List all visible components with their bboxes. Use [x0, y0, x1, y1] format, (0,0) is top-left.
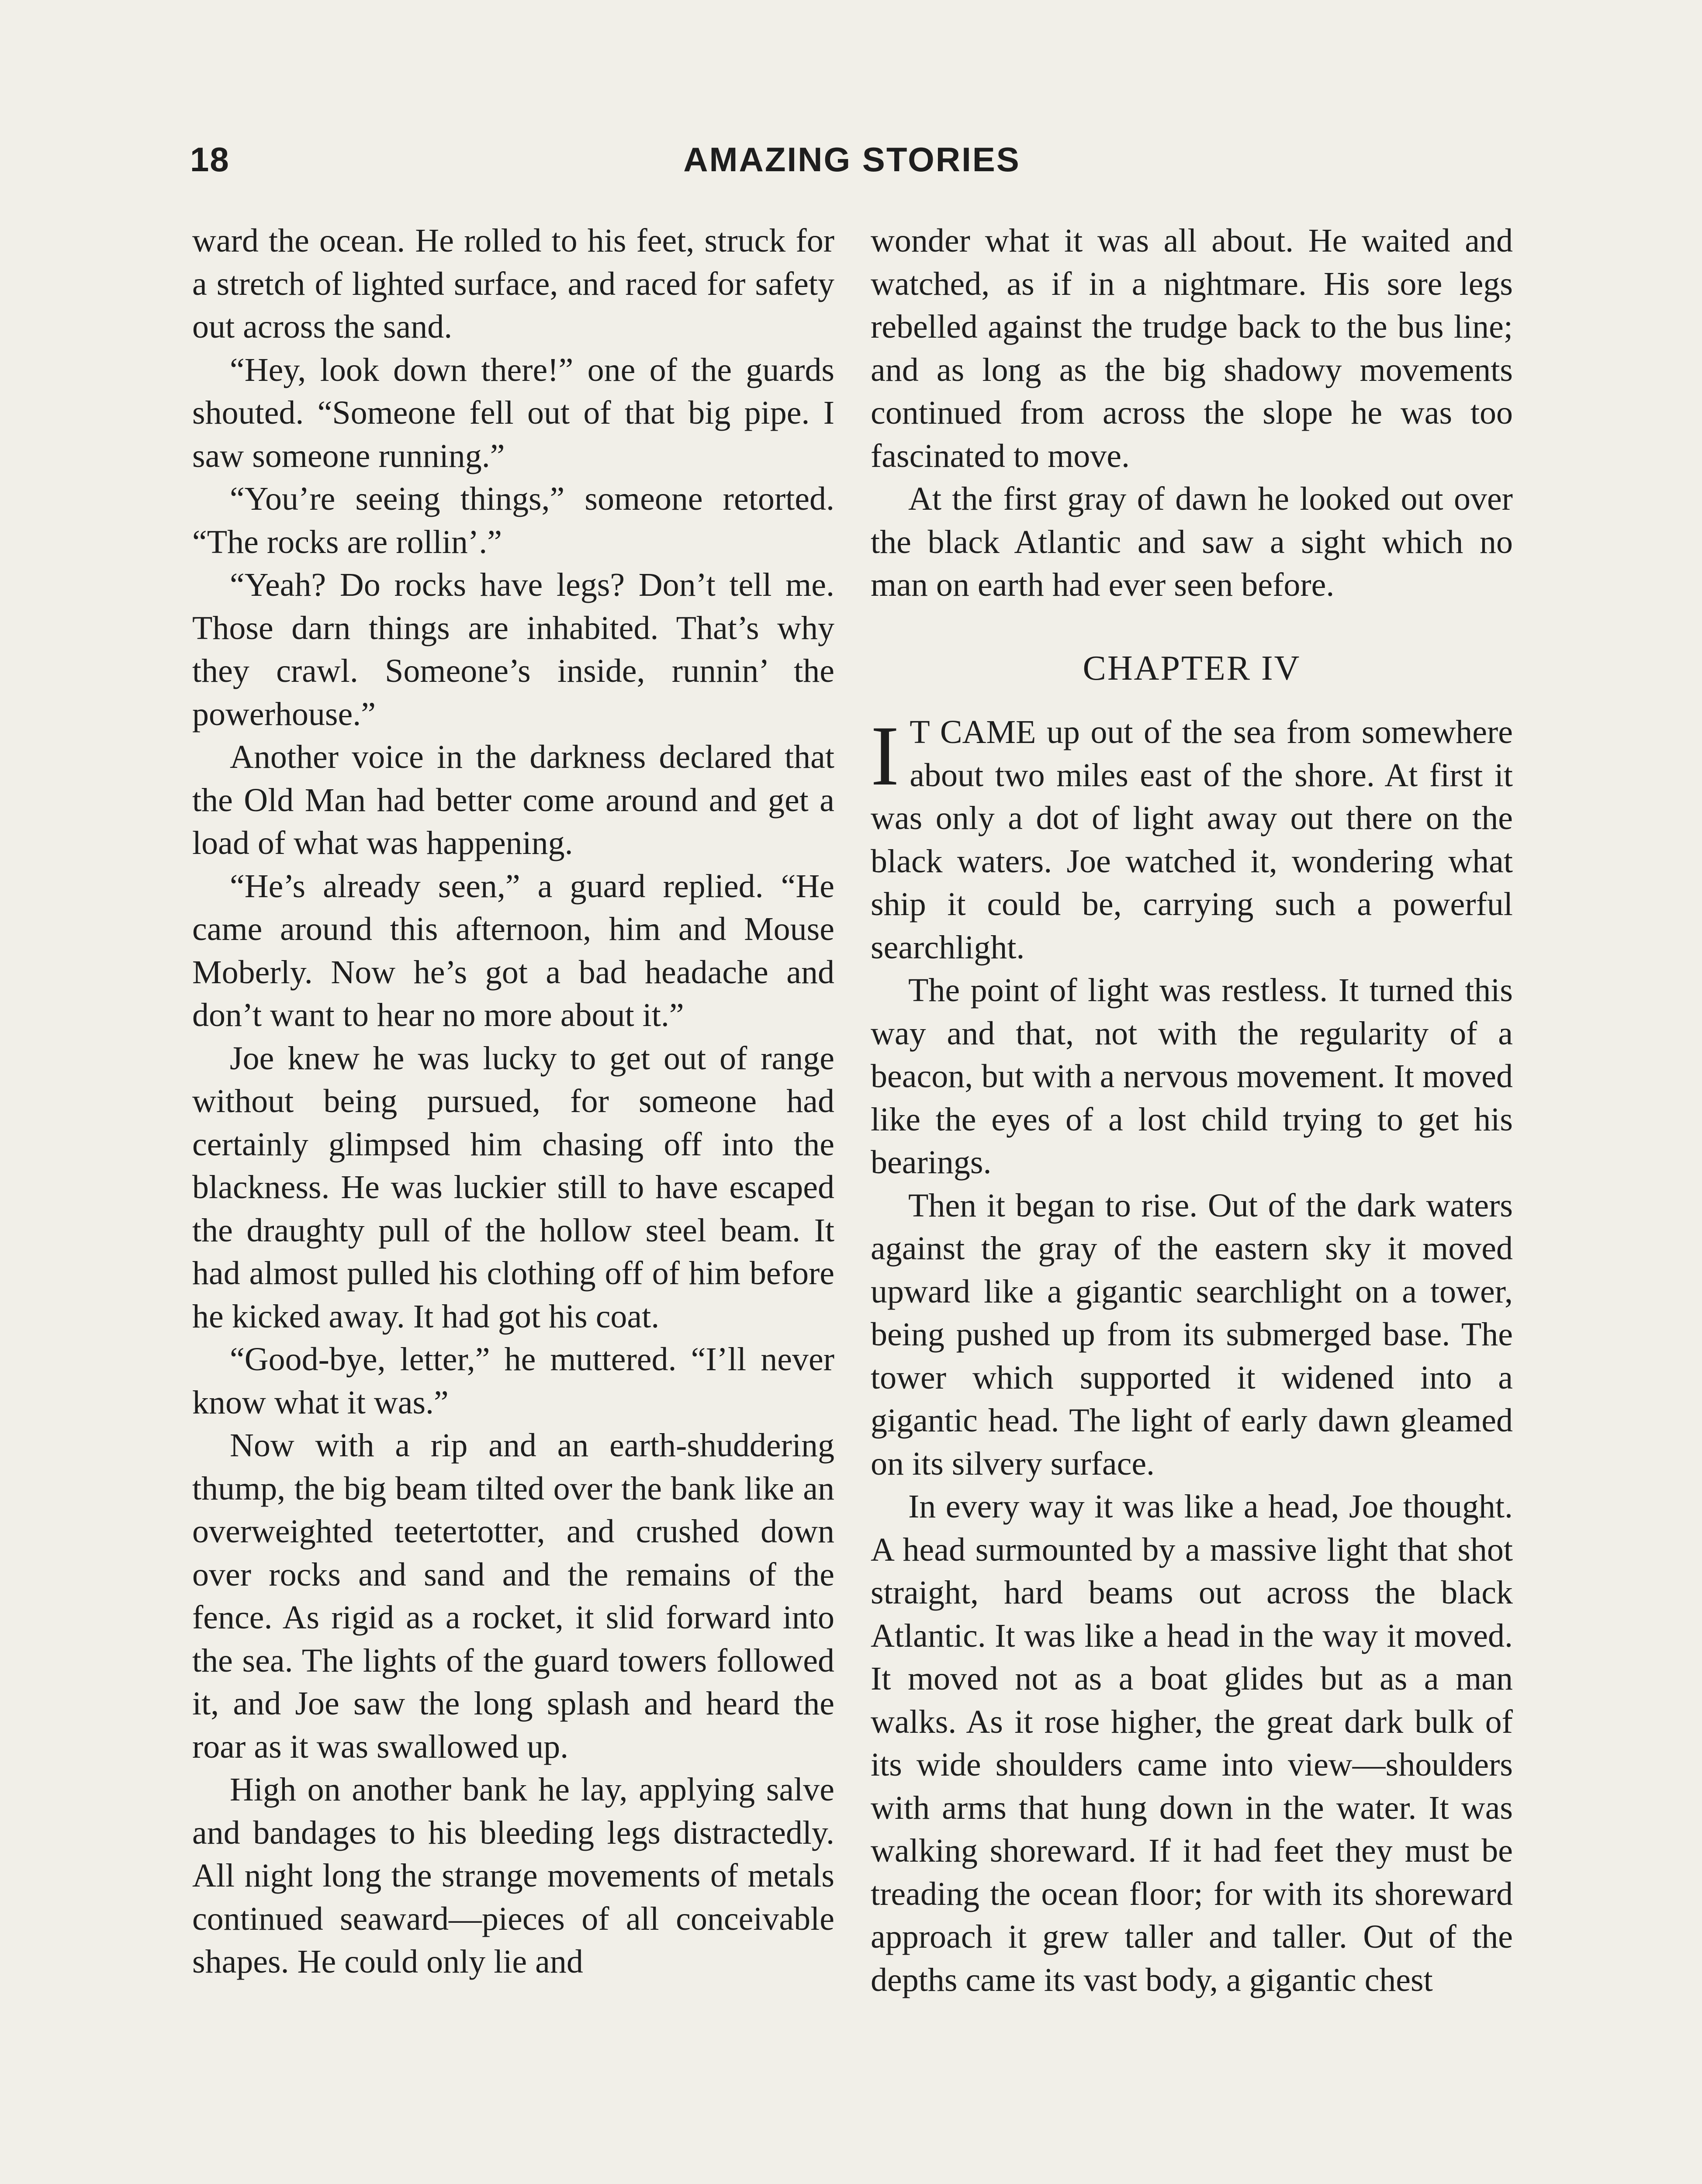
left-column [192, 219, 834, 1984]
page-number: 18 [190, 140, 230, 179]
paragraph: “Hey, look down there!” one of the guards shouted. “Someone fell out of that big pipe. I saw someone running.” [192, 351, 834, 474]
drop-cap: I [871, 708, 899, 803]
paragraph-text: T CAME up out of the sea from somewhere about two miles east of the shore. At first it was only a dot of light away out there on the black waters. Joe watched it, wondering what ship it could be, carrying such a powerful searchlight. [871, 714, 1513, 966]
paragraph: Joe knew he was lucky to get out of range without being pursued, for someone had certainly glimpsed him chasing off into the blackness. He was luckier still to have escaped the draughty pull of the hollow steel beam. It had almost pulled his clothing off of him before he kicked away. It had got his coat. [192, 1040, 834, 1335]
paragraph: Then it began to rise. Out of the dark waters against the gray of the eastern sky it moved upward like a gigantic searchlight on a tower, being pushed up from its submerged base. The tower which supported it widened into a gigantic head. The light of early dawn gleamed on its silvery surface. [871, 1187, 1513, 1482]
paragraph: Another voice in the darkness declared that the Old Man had better come around and get a load of what was happening. [192, 739, 834, 861]
right-column [871, 219, 1513, 2001]
paragraph: The point of light was restless. It turned this way and that, not with the regularity of a beacon, but with a nervous movement. It moved like the eyes of a lost child trying to get his bearings. [871, 972, 1513, 1181]
paragraph: “Yeah? Do rocks have legs? Don’t tell me. Those darn things are inhabited. That’s why they crawl. Someone’s inside, runnin’ the powerhouse.” [192, 567, 834, 733]
chapter-heading: CHAPTER IV [1083, 649, 1301, 688]
paragraph: At the first gray of dawn he looked out over the black Atlantic and saw a sight which no man on earth had ever seen before. [871, 480, 1513, 603]
paragraph: “Good-bye, letter,” he muttered. “I’ll never know what it was.” [192, 1341, 834, 1421]
paragraph: ward the ocean. He rolled to his feet, struck for a stretch of lighted surface, and raced for safety out across the sand. [192, 222, 834, 345]
paragraph: wonder what it was all about. He waited and watched, as if in a nightmare. His sore legs rebelled against the trudge back to the bus line; and as long as the big shadowy movements continued from across the slope he was too fascinated to move. [871, 222, 1513, 474]
chapter-first-paragraph [871, 708, 1513, 969]
paragraph: High on another bank he lay, applying salve and bandages to his bleeding legs distractedly. All night long the strange movements of metals continued seaward—pieces of all conceivable shapes. He could only lie and [192, 1771, 834, 1980]
paragraph: Now with a rip and an earth-shuddering thump, the big beam tilted over the bank like an overweighted teetertotter, and crushed down over rocks and sand and the remains of the fence. As rigid as a rocket, it slid forward into the sea. The lights of the guard towers followed it, and Joe saw the long splash and heard the roar as it was swallowed up. [192, 1427, 834, 1765]
paragraph: In every way it was like a head, Joe thought. A head surmounted by a massive light that shot straight, hard beams out across the black Atlantic. It was like a head in the way it moved. It moved not as a boat glides but as a man walks. As it rose higher, the great dark bulk of its wide shoulders came into view—shoulders with arms that hung down in the water. It was walking shoreward. If it had feet they must be treading the ocean floor; for with its shoreward approach it grew taller and taller. Out of the depths came its vast body, a gigantic chest [871, 1488, 1513, 1998]
paragraph: “You’re seeing things,” someone retorted. “The rocks are rollin’.” [192, 480, 834, 560]
paragraph: “He’s already seen,” a guard replied. “He came around this afternoon, him and Mouse Moberly. Now he’s got a bad headache and don’t want to hear no more about it.” [192, 867, 834, 1033]
running-head: AMAZING STORIES [683, 140, 1021, 179]
